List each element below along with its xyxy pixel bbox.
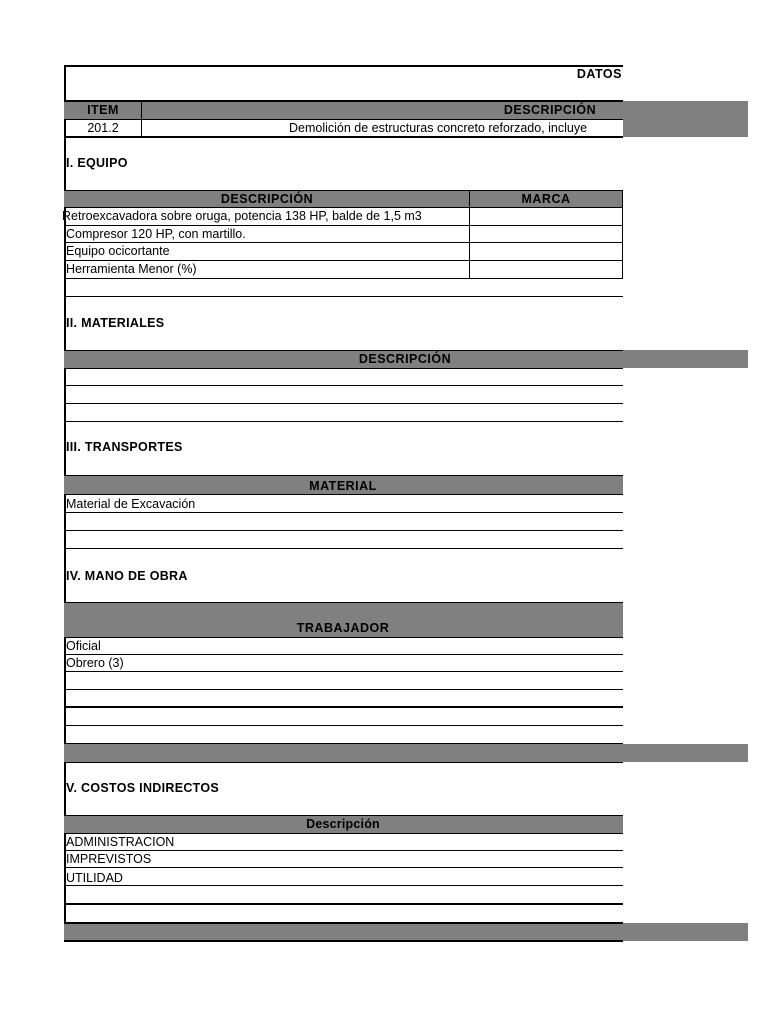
equipo-row: Equipo ocicortante [66, 244, 170, 258]
indirectos-total-bg [64, 923, 748, 941]
descripcion-header: DESCRIPCIÓN [503, 103, 597, 117]
descripcion-value: Demolición de estructuras concreto reforzado, incluye [289, 121, 588, 135]
equipo-row: Retroexcavadora sobre oruga, potencia 138 HP, balde de 1,5 m3 [62, 209, 422, 223]
equipo-row: Herramienta Menor (%) [66, 262, 197, 276]
transportes-row: Material de Excavación [66, 497, 196, 511]
section-indirectos-title: V. COSTOS INDIRECTOS [66, 781, 220, 795]
section-equipo-title: I. EQUIPO [66, 156, 128, 170]
materiales-col-descripcion: DESCRIPCIÓN [358, 352, 452, 366]
section-materiales-title: II. MATERIALES [66, 316, 165, 330]
mano-obra-total-bg [64, 744, 748, 762]
equipo-row: Compresor 120 HP, con martillo. [66, 227, 246, 241]
equipo-col-descripcion: DESCRIPCIÓN [220, 192, 314, 206]
indirectos-row: UTILIDAD [66, 871, 123, 885]
indirectos-row: ADMINISTRACION [66, 835, 175, 849]
section-transportes-title: III. TRANSPORTES [66, 440, 183, 454]
header-row-bg [64, 101, 748, 119]
mano-obra-col-trabajador: TRABAJADOR [296, 621, 390, 635]
section-mano-obra-title: IV. MANO DE OBRA [66, 569, 188, 583]
indirectos-row: IMPREVISTOS [66, 852, 152, 866]
mano-obra-row: Obrero (3) [66, 656, 124, 670]
indirectos-col-descripcion: Descripción [306, 817, 380, 831]
mano-obra-row: Oficial [66, 639, 101, 653]
page-title: DATOS [576, 67, 622, 81]
item-header: ITEM [87, 103, 119, 117]
equipo-col-marca: MARCA [521, 192, 571, 206]
item-value: 201.2 [87, 121, 119, 135]
transportes-col-material: MATERIAL [309, 479, 377, 493]
